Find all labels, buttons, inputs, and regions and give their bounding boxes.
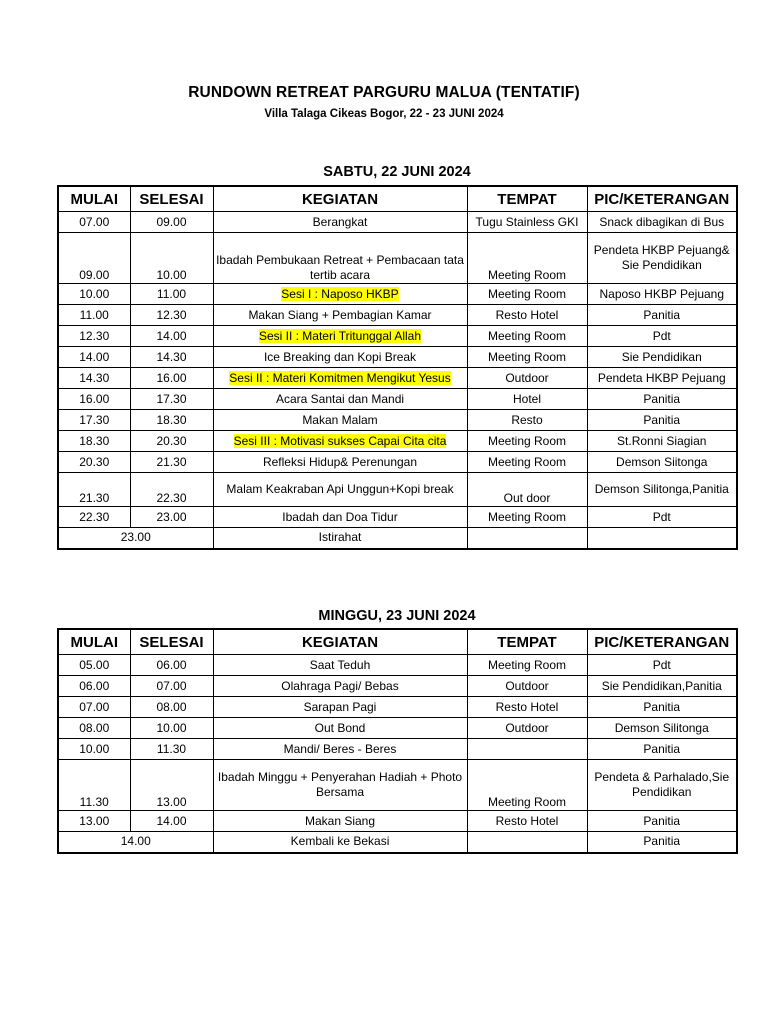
tempat-cell: Outdoor bbox=[467, 368, 587, 389]
pic-cell: Panitia bbox=[587, 832, 737, 853]
mulai-cell: 09.00 bbox=[58, 233, 130, 284]
tempat-cell: Meeting Room bbox=[467, 326, 587, 347]
selesai-cell: 14.30 bbox=[130, 347, 213, 368]
mulai-cell: 12.30 bbox=[58, 326, 130, 347]
pic-cell: Demson Silitonga bbox=[587, 718, 737, 739]
mulai-cell: 22.30 bbox=[58, 507, 130, 528]
selesai-cell: 14.00 bbox=[130, 326, 213, 347]
kegiatan-cell: Saat Teduh bbox=[213, 655, 467, 676]
pic-cell: Panitia bbox=[587, 739, 737, 760]
table-row bbox=[58, 389, 737, 410]
document-title: RUNDOWN RETREAT PARGURU MALUA (TENTATIF) bbox=[188, 84, 580, 101]
kegiatan-cell bbox=[213, 284, 467, 305]
kegiatan-cell: Acara Santai dan Mandi bbox=[213, 389, 467, 410]
selesai-cell: 11.30 bbox=[130, 739, 213, 760]
table-row bbox=[58, 528, 737, 549]
tempat-cell bbox=[467, 739, 587, 760]
mulai-cell: 17.30 bbox=[58, 410, 130, 431]
header-selesai: SELESAI bbox=[130, 186, 213, 212]
selesai-cell: 11.00 bbox=[130, 284, 213, 305]
selesai-cell: 14.00 bbox=[130, 811, 213, 832]
mulai-cell: 14.00 bbox=[58, 347, 130, 368]
table-row bbox=[58, 676, 737, 697]
time-cell: 14.00 bbox=[58, 832, 213, 853]
pic-cell: Pdt bbox=[587, 507, 737, 528]
pic-cell: Panitia bbox=[587, 811, 737, 832]
mulai-cell: 21.30 bbox=[58, 473, 130, 507]
tempat-cell: Meeting Room bbox=[467, 284, 587, 305]
pic-cell: Naposo HKBP Pejuang bbox=[587, 284, 737, 305]
pic-cell: Panitia bbox=[587, 697, 737, 718]
table-row bbox=[58, 473, 737, 507]
kegiatan-cell: Out Bond bbox=[213, 718, 467, 739]
day1-header-row bbox=[58, 186, 737, 212]
table-row bbox=[58, 305, 737, 326]
mulai-cell: 05.00 bbox=[58, 655, 130, 676]
mulai-cell: 11.00 bbox=[58, 305, 130, 326]
header-kegiatan: KEGIATAN bbox=[213, 629, 467, 655]
kegiatan-cell: Ice Breaking dan Kopi Break bbox=[213, 347, 467, 368]
pic-cell: Sie Pendidikan,Panitia bbox=[587, 676, 737, 697]
day1-table bbox=[57, 185, 738, 550]
time-cell: 23.00 bbox=[58, 528, 213, 549]
tempat-cell: Outdoor bbox=[467, 718, 587, 739]
pic-cell: Panitia bbox=[587, 305, 737, 326]
tempat-cell: Meeting Room bbox=[467, 760, 587, 811]
header-pic: PIC/KETERANGAN bbox=[587, 186, 737, 212]
pic-cell: St.Ronni Siagian bbox=[587, 431, 737, 452]
table-row bbox=[58, 410, 737, 431]
mulai-cell: 11.30 bbox=[58, 760, 130, 811]
kegiatan-cell: Ibadah Minggu + Penyerahan Hadiah + Photo Bersama bbox=[213, 760, 467, 811]
selesai-cell: 21.30 bbox=[130, 452, 213, 473]
day1-title: SABTU, 22 JUNI 2024 bbox=[323, 164, 471, 180]
pic-cell: Panitia bbox=[587, 410, 737, 431]
mulai-cell: 10.00 bbox=[58, 284, 130, 305]
selesai-cell: 09.00 bbox=[130, 212, 213, 233]
selesai-cell: 20.30 bbox=[130, 431, 213, 452]
pic-cell: Demson Siitonga bbox=[587, 452, 737, 473]
highlighted-text: Sesi II : Materi Komitmen Mengikut Yesus bbox=[229, 370, 451, 385]
pic-cell: Pdt bbox=[587, 655, 737, 676]
tempat-cell: Resto Hotel bbox=[467, 811, 587, 832]
pic-cell bbox=[587, 528, 737, 549]
table-row bbox=[58, 832, 737, 853]
header-kegiatan: KEGIATAN bbox=[213, 186, 467, 212]
pic-cell: Panitia bbox=[587, 389, 737, 410]
table-row bbox=[58, 212, 737, 233]
table-row bbox=[58, 718, 737, 739]
table-row bbox=[58, 326, 737, 347]
kegiatan-cell: Makan Siang + Pembagian Kamar bbox=[213, 305, 467, 326]
mulai-cell: 07.00 bbox=[58, 697, 130, 718]
selesai-cell: 13.00 bbox=[130, 760, 213, 811]
table-row bbox=[58, 655, 737, 676]
tempat-cell bbox=[467, 528, 587, 549]
header-tempat: TEMPAT bbox=[467, 186, 587, 212]
pic-cell: Pendeta HKBP Pejuang& Sie Pendidikan bbox=[587, 233, 737, 284]
table-row bbox=[58, 347, 737, 368]
kegiatan-cell bbox=[213, 368, 467, 389]
kegiatan-cell: Olahraga Pagi/ Bebas bbox=[213, 676, 467, 697]
selesai-cell: 22.30 bbox=[130, 473, 213, 507]
kegiatan-cell: Mandi/ Beres - Beres bbox=[213, 739, 467, 760]
kegiatan-cell: Berangkat bbox=[213, 212, 467, 233]
tempat-cell: Out door bbox=[467, 473, 587, 507]
tempat-cell: Meeting Room bbox=[467, 452, 587, 473]
kegiatan-cell: Malam Keakraban Api Unggun+Kopi break bbox=[213, 473, 467, 507]
selesai-cell: 18.30 bbox=[130, 410, 213, 431]
table-row bbox=[58, 233, 737, 284]
mulai-cell: 13.00 bbox=[58, 811, 130, 832]
day2-title: MINGGU, 23 JUNI 2024 bbox=[318, 608, 476, 624]
tempat-cell: Meeting Room bbox=[467, 431, 587, 452]
kegiatan-cell bbox=[213, 326, 467, 347]
mulai-cell: 10.00 bbox=[58, 739, 130, 760]
selesai-cell: 16.00 bbox=[130, 368, 213, 389]
day2-table bbox=[57, 628, 738, 854]
table-row bbox=[58, 431, 737, 452]
selesai-cell: 10.00 bbox=[130, 718, 213, 739]
pic-cell: Pendeta HKBP Pejuang bbox=[587, 368, 737, 389]
mulai-cell: 14.30 bbox=[58, 368, 130, 389]
tempat-cell: Hotel bbox=[467, 389, 587, 410]
kegiatan-cell: Makan Malam bbox=[213, 410, 467, 431]
tempat-cell: Tugu Stainless GKI bbox=[467, 212, 587, 233]
table-row bbox=[58, 739, 737, 760]
tempat-cell: Meeting Room bbox=[467, 507, 587, 528]
table-row bbox=[58, 697, 737, 718]
table-row bbox=[58, 811, 737, 832]
tempat-cell: Resto bbox=[467, 410, 587, 431]
selesai-cell: 17.30 bbox=[130, 389, 213, 410]
pic-cell: Demson Silitonga,Panitia bbox=[587, 473, 737, 507]
highlighted-text: Sesi II : Materi Tritunggal Allah bbox=[258, 328, 422, 343]
table-row bbox=[58, 368, 737, 389]
selesai-cell: 10.00 bbox=[130, 233, 213, 284]
table-row bbox=[58, 760, 737, 811]
kegiatan-cell: Makan Siang bbox=[213, 811, 467, 832]
selesai-cell: 08.00 bbox=[130, 697, 213, 718]
mulai-cell: 16.00 bbox=[58, 389, 130, 410]
mulai-cell: 20.30 bbox=[58, 452, 130, 473]
selesai-cell: 06.00 bbox=[130, 655, 213, 676]
header-selesai: SELESAI bbox=[130, 629, 213, 655]
kegiatan-cell: Ibadah dan Doa Tidur bbox=[213, 507, 467, 528]
table-row bbox=[58, 452, 737, 473]
mulai-cell: 07.00 bbox=[58, 212, 130, 233]
header-tempat: TEMPAT bbox=[467, 629, 587, 655]
mulai-cell: 08.00 bbox=[58, 718, 130, 739]
tempat-cell: Resto Hotel bbox=[467, 697, 587, 718]
kegiatan-cell: Kembali ke Bekasi bbox=[213, 832, 467, 853]
document-subtitle: Villa Talaga Cikeas Bogor, 22 - 23 JUNI 2024 bbox=[264, 108, 504, 120]
header-mulai: MULAI bbox=[58, 186, 130, 212]
pic-cell: Pdt bbox=[587, 326, 737, 347]
mulai-cell: 18.30 bbox=[58, 431, 130, 452]
highlighted-text: Sesi III : Motivasi sukses Capai Cita cita bbox=[233, 433, 447, 448]
selesai-cell: 07.00 bbox=[130, 676, 213, 697]
highlighted-text: Sesi I : Naposo HKBP bbox=[281, 286, 399, 301]
tempat-cell: Outdoor bbox=[467, 676, 587, 697]
kegiatan-cell: Ibadah Pembukaan Retreat + Pembacaan tata tertib acara bbox=[213, 233, 467, 284]
pic-cell: Snack dibagikan di Bus bbox=[587, 212, 737, 233]
kegiatan-cell: Refleksi Hidup& Perenungan bbox=[213, 452, 467, 473]
kegiatan-cell bbox=[213, 431, 467, 452]
tempat-cell: Meeting Room bbox=[467, 347, 587, 368]
selesai-cell: 12.30 bbox=[130, 305, 213, 326]
header-mulai: MULAI bbox=[58, 629, 130, 655]
mulai-cell: 06.00 bbox=[58, 676, 130, 697]
kegiatan-cell: Istirahat bbox=[213, 528, 467, 549]
tempat-cell: Resto Hotel bbox=[467, 305, 587, 326]
pic-cell: Sie Pendidikan bbox=[587, 347, 737, 368]
day2-header-row bbox=[58, 629, 737, 655]
tempat-cell bbox=[467, 832, 587, 853]
kegiatan-cell: Sarapan Pagi bbox=[213, 697, 467, 718]
tempat-cell: Meeting Room bbox=[467, 655, 587, 676]
pic-cell: Pendeta & Parhalado,Sie Pendidikan bbox=[587, 760, 737, 811]
tempat-cell: Meeting Room bbox=[467, 233, 587, 284]
header-pic: PIC/KETERANGAN bbox=[587, 629, 737, 655]
table-row bbox=[58, 284, 737, 305]
table-row bbox=[58, 507, 737, 528]
selesai-cell: 23.00 bbox=[130, 507, 213, 528]
